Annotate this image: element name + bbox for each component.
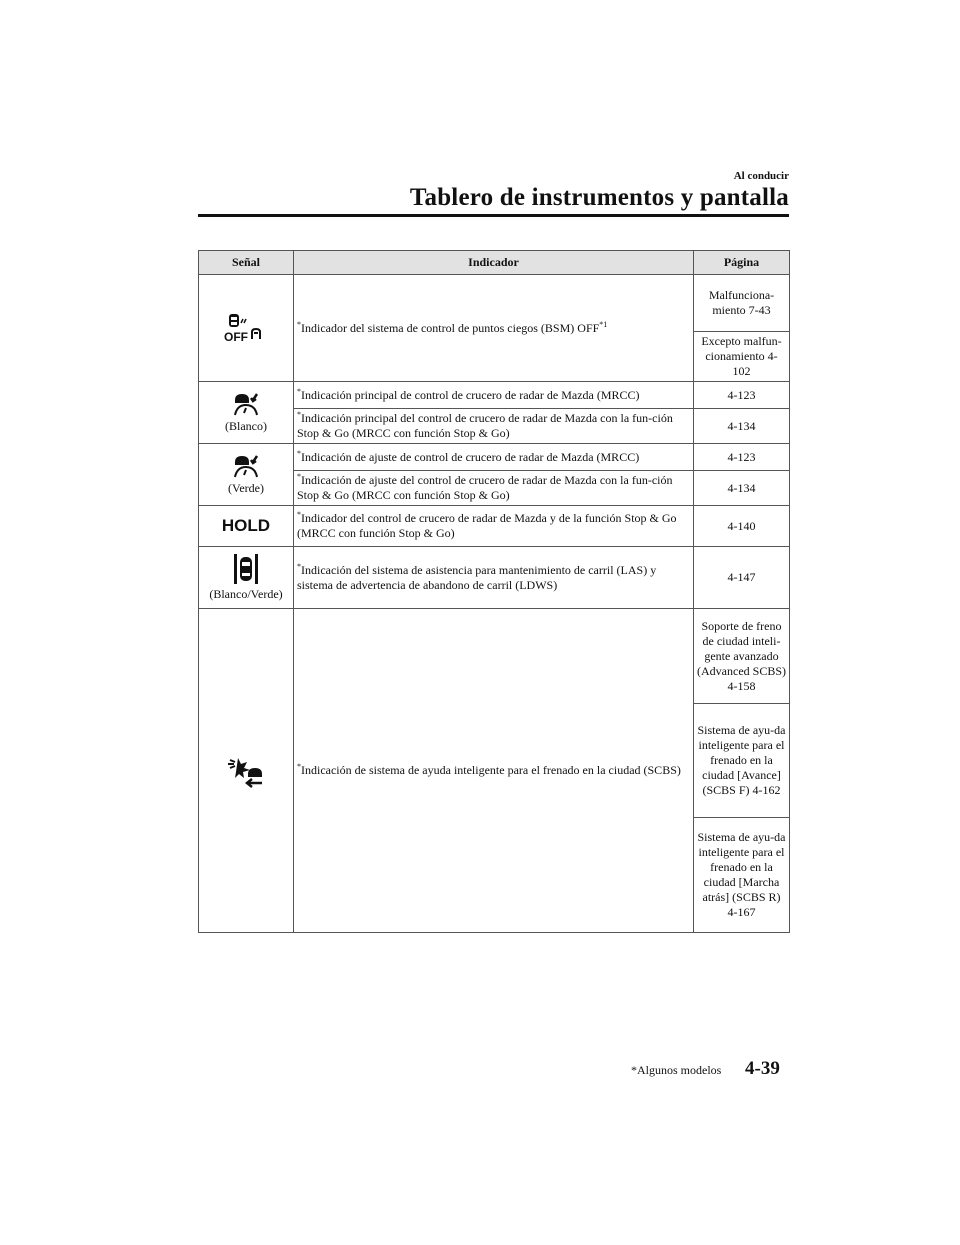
page-ref: 4-134 [694,409,790,444]
indicator-text: Indicador del control de crucero de radar de Mazda y de la función Stop & Go (MRCC con función Stop & Go) [297,511,677,540]
col-header-indicator: Indicador [294,251,694,275]
indicator-text: Indicación principal de control de crucero de radar de Mazda (MRCC) [301,387,640,402]
footnote-models: *Algunos modelos [631,1063,722,1077]
asterisk: * [297,762,301,771]
page-ref: 4-140 [694,506,790,547]
page-ref: Sistema de ayu-da inteligente para el frenado en la ciudad [Avance] (SCBS F) 4-162 [694,704,790,818]
table-row [199,444,790,471]
signal-cell [199,547,294,609]
indicator-cell [294,471,694,506]
table-row [199,547,790,609]
signal-cell [199,444,294,506]
table-header [199,251,790,275]
mrcc-icon [231,391,261,417]
indicator-text: Indicación de ajuste del control de crucero de radar de Mazda con la fun-ción Stop & Go (MRCC con función Stop & Go) [297,473,673,502]
signal-color-label: (Blanco/Verde) [209,587,283,601]
indicator-text: Indicación principal del control de crucero de radar de Mazda con la fun-ción Stop & Go (MRCC con función Stop & Go) [297,411,673,440]
header-rule [198,214,789,217]
indicator-cell [294,547,694,609]
bsm-off-icon [224,313,268,343]
page-ref: 4-134 [694,471,790,506]
svg-text:OFF: OFF [224,330,248,343]
footnote-ref: *1 [599,319,608,329]
indicator-text: Indicación de ajuste de control de crucero de radar de Mazda (MRCC) [301,449,640,464]
indicator-cell [294,382,694,409]
page-ref: 4-123 [694,444,790,471]
table-row [199,275,790,332]
page-title: Tablero de instrumentos y pantalla [409,184,789,211]
asterisk: * [297,561,301,571]
asterisk: * [297,410,301,419]
asterisk: * [297,510,301,519]
asterisk: * [297,386,301,396]
scbs-icon [226,754,266,788]
asterisk: * [297,472,301,481]
page-ref: 4-147 [694,547,790,609]
indicator-cell [294,275,694,382]
indicator-text: Indicación de sistema de ayuda inteligente para el frenado en la ciudad (SCBS) [301,763,681,777]
indicator-cell [294,409,694,444]
col-header-signal: Señal [199,251,294,275]
page-ref: Malfunciona-miento 7-43 [694,275,790,332]
table-row [199,382,790,409]
signal-color-label: (Verde) [228,481,264,495]
indicator-text: Indicación del sistema de asistencia para mantenimiento de carril (LAS) y sistema de advertencia de abandono de carril (LDWS) [297,562,657,592]
indicator-text: Indicador del sistema de control de puntos ciegos (BSM) OFF [301,320,600,335]
page-ref: Soporte de freno de ciudad inteli-gente avanzado (Advanced SCBS) 4-158 [694,609,790,704]
signal-color-label: (Blanco) [225,419,267,433]
lane-keep-icon [233,553,259,585]
indicator-cell [294,506,694,547]
indicator-table [198,250,790,933]
signal-cell [199,609,294,933]
table-row [199,609,790,704]
indicator-cell [294,609,694,933]
page-ref: 4-123 [694,382,790,409]
signal-cell [199,506,294,547]
signal-cell [199,382,294,444]
col-header-page: Página [694,251,790,275]
asterisk: * [297,448,301,458]
indicator-cell [294,444,694,471]
asterisk: * [297,319,301,329]
page-ref: Sistema de ayu-da inteligente para el frenado en la ciudad [Marcha atrás] (SCBS R) 4-167 [694,818,790,933]
signal-cell [199,275,294,382]
table-row [199,506,790,547]
mrcc-icon [231,453,261,479]
page-number: 4-39 [745,1058,780,1079]
section-label: Al conducir [733,170,789,182]
page-ref: Excepto malfun-cionamiento 4-102 [694,332,790,382]
hold-icon: HOLD [221,515,271,535]
